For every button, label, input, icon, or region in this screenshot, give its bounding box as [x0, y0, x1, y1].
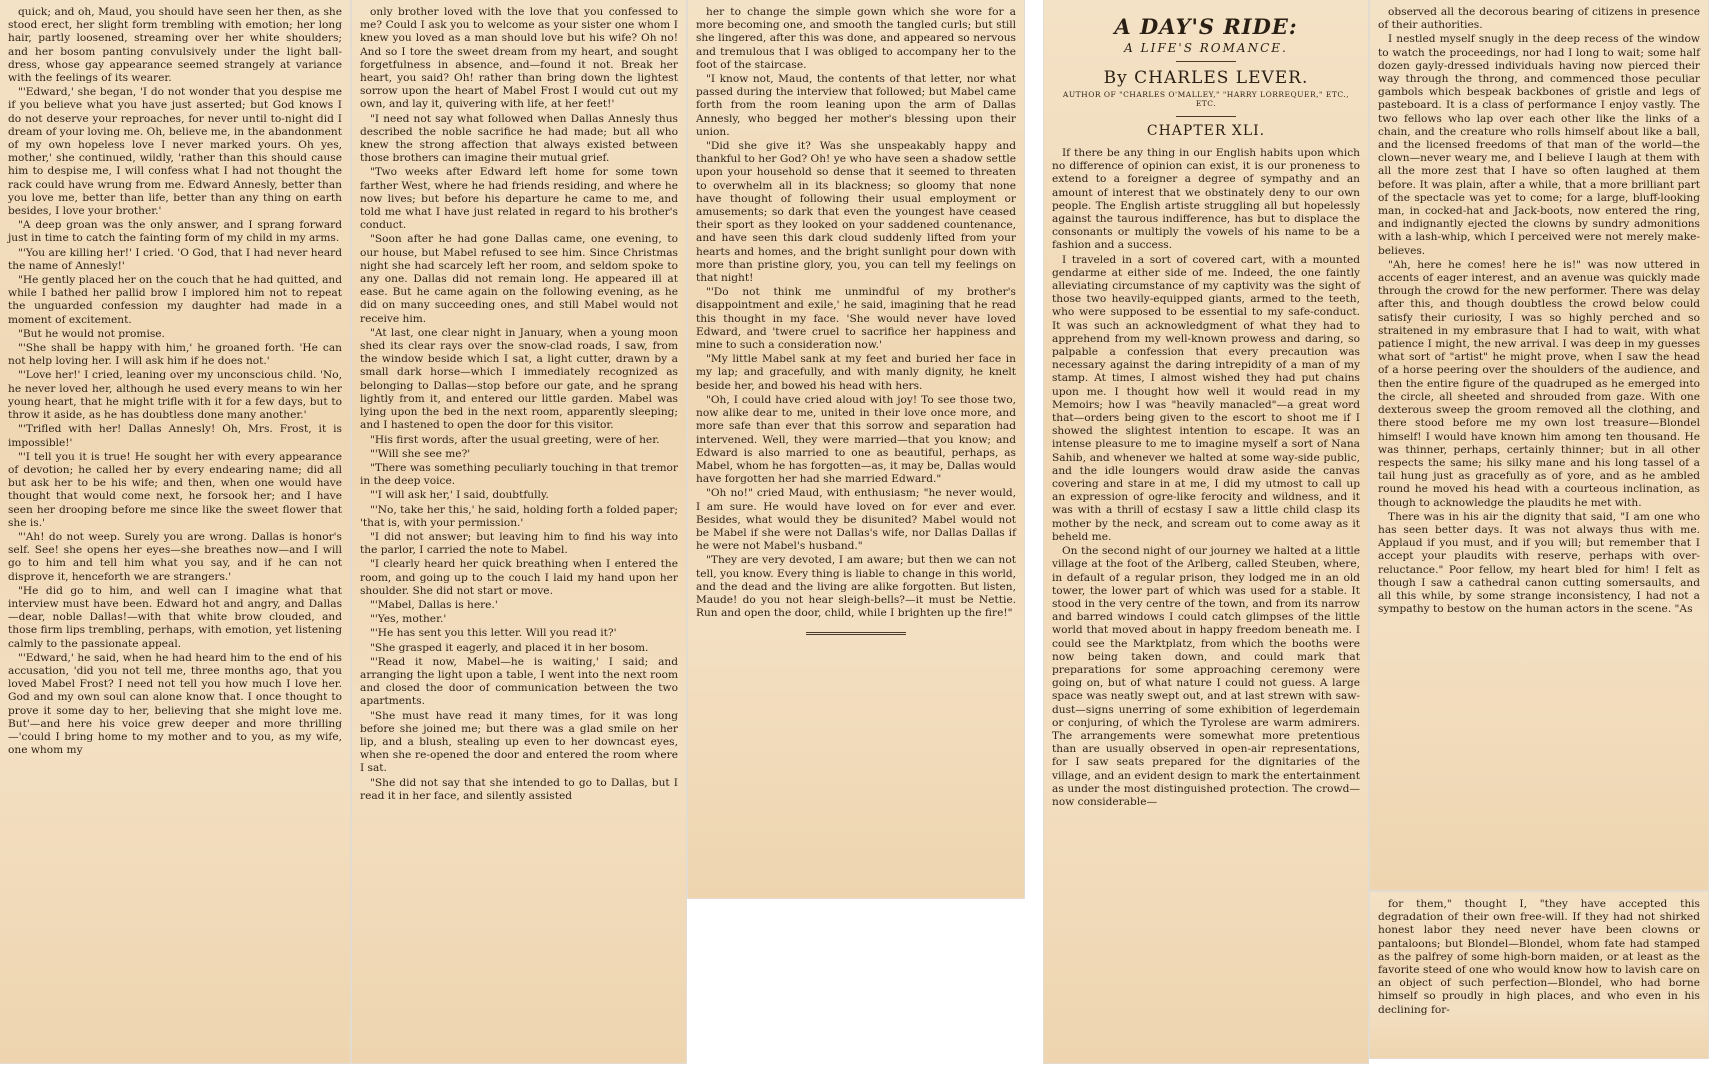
paragraph: "She grasped it eagerly, and placed it in her bosom.	[370, 641, 649, 654]
paragraph: "Soon after he had gone Dallas came, one evening, to our house, but Mabel refused to see him. Since Christmas night she had scarcely left her room, and seldom spoke to any one. Dallas did not remain long. He appeared ill at ease. But he came again on the following evening, as he did on many succeeding ones, and still Mabel would not receive him.	[360, 233, 678, 325]
paragraph: "They are very devoted, I am aware; but then we can not tell, you know. Every thing is liable to change in this world, and the dead and the living are alike forgotten. But listen, Maude! do you not hear sleigh-bells?—it must be Nettie. Run and open the door, child, while I brighten up the fire!"	[696, 554, 1016, 620]
paragraph: "'He has sent you this letter. Will you read it?'	[370, 627, 617, 640]
paragraph: quick; and oh, Maud, you should have seen her then, as she stood erect, her slight form trembling with emotion; her long hair, partly loosened, streaming over her white shoulders; and her bosom panting convulsively under the light ball-dress, whose gay appearance seemed strangely at variance with the feelings of its wearer.	[8, 6, 342, 85]
paragraph: "'No, take her this,' he said, holding forth a folded paper; 'that is, with your permission.'	[360, 503, 678, 529]
paragraph: "There was something peculiarly touching in that tremor in the deep voice.	[360, 461, 678, 488]
paragraph: for them," thought I, "they have accepted this degradation of their own free-will. If they had not shirked honest labor they need never have been clowns or pantaloons; but Blondel—Blondel, whom fate had stamped as the palfrey of some high-born maiden, or at least as the favorite steed of one who would know how to lavish care on an object of such perfection—Blondel, who had borne himself so proudly in high places, and who even in his declining for-	[1378, 898, 1700, 1016]
paragraph: "She did not say that she intended to go to Dallas, but I read it in her face, and silently assisted	[360, 776, 678, 802]
byline-divider	[1176, 116, 1236, 117]
paragraph: "'Will she see me?'	[370, 447, 471, 460]
paragraph: "I need not say what followed when Dallas Annesly thus described the noble sacrifice he had made; but all who knew the strong affection that always existed between those brothers can imagine their mutual grief.	[360, 112, 678, 165]
paragraph: "I clearly heard her quick breathing when I entered the room, and going up to the couch I laid my hand upon her shoulder. She did not start or move.	[360, 558, 678, 597]
paragraph: There was in his air the dignity that said, "I am one who has seen better days. It was not always thus with me. Applaud if you must, and if you will; but remember that I accept your plaudits with reserve, perhaps with over-reluctance." Poor fellow, my heart bled for him! I felt as though I saw a cathedral canon cutting somersaults, and all this while, by some strange inconsistency, I had not a sympathy to bestow on the human actors in the scene. "As	[1378, 510, 1700, 616]
clipping-column-6	[1370, 892, 1708, 1058]
paragraph: "'Edward,' he said, when he had heard him to the end of his accusation, 'did you not tell me, three months ago, that you loved Mabel Frost? I need not tell you how much I love her. God and my own soul can alone know that. I once thought to prove it some day to her, believing that she might love me. But'—and here his voice grew deeper and more thrilling—'could I bring home to my mother and to you, as my wife, one whom my	[8, 651, 342, 757]
article-text-column-1	[1052, 147, 1360, 809]
paragraph: I traveled in a sort of covered cart, with a mounted gendarme at either side of me. Indeed, the one faintly alleviating circumstance of my captivity was the sight of those two heavily-equipped giants, armed to the teeth, who were supposed to be essential to my safe-conduct. It was such an acknowledgment of what they had to apprehend from my well-known prowess and daring, so palpable a confession that every precaution was necessary against the daring intrepidity of a man of my stamp. At times, I almost wished they had put chains upon me. I thought how well it would read in my Memoirs; how I was "heavily manacled"—a great word that—orders being given to the escort to shoot me if I showed the slightest intention to escape. It was an intense pleasure to me to imagine myself a sort of Nana Sahib, and whenever we halted at some way-side public, and the idle loungers would draw aside the canvas covering and stare in at me, I did my utmost to call up an expression of ogre-like ferocity and wildness, and it was with a thrill of ecstasy I saw a little child clasp its mother by the neck, and scream out to come away as it beheld me.	[1052, 253, 1360, 543]
paragraph: "'Edward,' she began, 'I do not wonder that you despise me if you believe what you have just asserted; but God knows I do not deserve your reproaches, for never until to-night did I dream of your loving me. Oh, believe me, in the abandonment of my own hopeless love I never marked yours. Oh yes, mother,' she continued, wildly, 'rather than this should cause him to despise me, I will confess what I had not thought the rack could have wrung from me. Edward Annesly, better than you love me, better than life, better than any thing on earth besides, I love your brother.'	[8, 86, 342, 218]
clipping-column-4	[1044, 0, 1368, 1063]
paragraph: "Oh, I could have cried aloud with joy! To see those two, now alike dear to me, united in their love once more, and more safe than ever that this sorrow and separation had intervened. Well, they were married—that you know; and Edward is also married to one as beautiful, perhaps, as Mabel, whom he has forgotten—as, it may be, Dallas would have forgotten her had she married Edward."	[696, 393, 1016, 486]
article-text-column-2	[1378, 6, 1700, 616]
story-text-column-1	[8, 6, 342, 757]
article-title: A DAY'S RIDE:	[1114, 14, 1298, 39]
article-subtitle: A LIFE'S ROMANCE.	[1124, 41, 1288, 55]
paragraph: I nestled myself snugly in the deep recess of the window to watch the proceedings, nor had I long to wait; some half dozen gayly-dressed individuals having now pierced their way through the throng, and commenced those peculiar gambols which bespeak backbones of gristle and legs of pasteboard. It is a class of performance I enjoy vastly. The two fellows who lap over each other like the links of a chain, and the creature who rolls himself about like a ball, and the licensed freedoms of that man of the world—the clown—never weary me, and I believe I laugh at them with all the more zest that I have so often laughed at them before. It was plain, after a while, that a more brilliant part of the spectacle was yet to come; for a large, bluff-looking man, in cocked-hat and Jack-boots, now entered the ring, and indignantly ejected the clowns by sundry admonitions with a lash-whip, which I perceived were not merely make-believes.	[1378, 33, 1700, 257]
paragraph: "He did go to him, and well can I imagine what that interview must have been. Edward hot and angry, and Dallas—dear, noble Dallas!—with that white brow clouded, and those firm lips trembling, perhaps, with emotion, yet listening calmly to the passionate appeal.	[8, 584, 342, 650]
paragraph: only brother loved with the love that you confessed to me? Could I ask you to welcome as your sister one whom I knew you loved as a man should love but his wife? Oh no! And so I tore the sweet dream from my heart, and sought forgetfulness in absence, and—found it not. Break her heart, you said? Oh! rather than bring down the lightest sorrow upon the heart of Mabel Frost I would cut out my own, and lay it, quivering with life, at her feet!'	[360, 6, 678, 111]
paragraph: "'Mabel, Dallas is here.'	[370, 598, 498, 611]
paragraph: "Did she give it? Was she unspeakably happy and thankful to her God? Oh! ye who have seen a shadow settle upon your household so dense that it seemed to threaten to overwhelm all in its blackness; so gloomy that none have thought of following their usual employment or amusements; so dark that even the youngest have ceased their sport as they looked on your saddened countenance, and have seen this dark cloud suddenly lifted from your hearts and homes, and the bright sunlight pour down with more than pristine glory, you, you can tell my feelings on that night!	[696, 140, 1016, 285]
paragraph: "She must have read it many times, for it was long before she joined me; but there was a glad smile on her lip, and a blush, stealing up even to her downcast eyes, when she re-opened the door and entered the room where I sat.	[360, 709, 678, 775]
chapter-heading: CHAPTER XLI.	[1146, 123, 1266, 139]
paragraph: "But he would not promise.	[18, 327, 165, 340]
paragraph: "Oh no!" cried Maud, with enthusiasm; "he never would, I am sure. He would have loved on for ever and ever. Besides, what would they be disunited? Mabel would not be Mabel if she were not Dallas's wife, nor Dallas Dallas if he were not Mabel's husband."	[696, 487, 1016, 553]
title-divider	[1176, 61, 1236, 62]
paragraph: "At last, one clear night in January, when a young moon shed its clear rays over the snow-clad roads, I saw, from the window beside which I sat, a light cutter, drawn by a small dark horse—which I immediately recognized as belonging to Dallas—stop before our gate, and he sprang lightly from it, and entered our little garden. Mabel was lying upon the bed in the next room, apparently sleeping; and I hastened to open the door for this visitor.	[360, 326, 678, 432]
paragraph: "I did not answer; but leaving him to find his way into the parlor, I carried the note to Mabel.	[360, 530, 678, 557]
paragraph: "A deep groan was the only answer, and I sprang forward just in time to catch the fainting form of my child in my arms.	[8, 219, 342, 245]
clipping-column-3	[688, 0, 1024, 898]
end-of-story-rule	[806, 632, 906, 635]
paragraph: "'Do not think me unmindful of my brother's disappointment and exile,' he said, imagining that he read this thought in my face. 'She would never have loved Edward, and 'twere cruel to sacrifice her happiness and mine to such a consideration now.'	[696, 286, 1016, 352]
paragraph: "My little Mabel sank at my feet and buried her face in my lap; and gracefully, and with manly dignity, he knelt beside her, and bowed his head with hers.	[696, 353, 1016, 392]
paragraph: "'Ah! do not weep. Surely you are wrong. Dallas is honor's self. See! she opens her eyes—she breathes now—and I will go to him and tell him what you say, and if he can not disprove it, henceforth we are strangers.'	[8, 530, 342, 583]
paragraph: "'Trifled with her! Dallas Annesly! Oh, Mrs. Frost, it is impossible!'	[8, 423, 342, 449]
paragraph: "'I will ask her,' I said, doubtfully.	[370, 489, 549, 502]
paragraph: "His first words, after the usual greeting, were of her.	[370, 433, 660, 446]
paragraph: "Ah, here he comes! here he is!" was now uttered in accents of eager interest, and an avenue was quickly made through the crowd for the new performer. There was delay after this, and though doubtless the crowd below could satisfy their curiosity, I was so highly perched and so straitened in my embrasure that I had to wait, with what patience I might, the new arrival. I was deep in my guesses what sort of "artist" he might prove, when I saw the head of a horse peering over the shoulders of the audience, and then the entire figure of the quadruped as he emerged into the circle, all sheeted and shrouded from gaze. With one dexterous sweep the groom removed all the clothing, and there stood before me my own lost treasure—Blondel himself! I would have known him among ten thousand. He was thinner, perhaps, certainly thinner; but in all other respects the same; his silky mane and his long tassel of a tail hung just as gracefully as of yore, and as he ambled round he moved his head with a courteous inclination, as though to acknowledge the plaudits he met with.	[1378, 258, 1700, 509]
author-credits: AUTHOR OF "CHARLES O'MALLEY," "HARRY LORREQUER," ETC., ETC.	[1062, 90, 1350, 108]
paragraph: "I know not, Maud, the contents of that letter, nor what passed during the interview that followed; but Mabel came forth from the room leaning upon the arm of Dallas Annesly, who begged her mother's blessing upon their union.	[696, 73, 1016, 138]
story-text-column-2	[360, 6, 678, 803]
article-text-column-3	[1378, 898, 1700, 1017]
paragraph: "'Love her!' I cried, leaning over my unconscious child. 'No, he never loved her, although he used every means to win her young heart, that he might trifle with it for a few days, but to throw it aside, as he has doubtless done many another.'	[8, 369, 342, 422]
paragraph: "'Yes, mother.'	[370, 613, 447, 626]
paragraph: "Two weeks after Edward left home for some town farther West, where he had friends residing, and where he now lives; but before his departure he came to me, and told me what I have just related in regard to his brother's conduct.	[360, 166, 678, 232]
story-text-column-3	[696, 6, 1016, 620]
paragraph: her to change the simple gown which she wore for a more becoming one, and smooth the tangled curls; but still she lingered, after this was done, and appeared so nervous and tremulous that I was obliged to accompany her to the foot of the staircase.	[696, 6, 1016, 71]
paragraph: "'I tell you it is true! He sought her with every appearance of devotion; he called her by every endearing name; did all but ask her to be his wife; and then, when one would have thought that would come next, he forsook her; and I have seen her drooping before me since like the sweet flower that she is.'	[8, 450, 342, 529]
article-byline: By CHARLES LEVER.	[1103, 68, 1309, 88]
paragraph: "'She shall be happy with him,' he groaned forth. 'He can not help loving her. I will ask him if he does not.'	[8, 342, 342, 368]
paragraph: "'Read it now, Mabel—he is waiting,' I said; and arranging the light upon a table, I went into the next room and closed the door of communication between the two apartments.	[360, 655, 678, 708]
clipping-column-2	[352, 0, 686, 1063]
paragraph: "He gently placed her on the couch that he had quitted, and while I bathed her pallid brow I implored him not to repeat the unguarded confession my daughter had made in a moment of excitement.	[8, 274, 342, 326]
paragraph: On the second night of our journey we halted at a little village at the foot of the Arlberg, called Steuben, where, in default of a regular prison, they lodged me in an old tower, the lower part of which was used for a stable. It stood in the very centre of the town, and from its narrow and barred windows I could catch glimpses of the little world that moved about in happy freedom beneath me. I could see the Marktplatz, from which the booths were now being taken down, and could mark that preparations for some approaching ceremony were going on, but of what nature I could not guess. A large space was neatly swept out, and at last strewn with saw-dust—signs unerring of some exhibition of legerdemain or conjuring, of which the Tyrolese are warm admirers. The arrangements were somewhat more pretentious than are usually observed in open-air representations, for I saw seats prepared for the dignitaries of the village, and an evident design to mark the entertainment as under the most distinguished protection. The crowd—now considerable—	[1052, 545, 1360, 808]
clipping-column-5	[1370, 0, 1708, 890]
paragraph: If there be any thing in our English habits upon which no difference of opinion can exist, it is our proneness to extend to a foreigner a degree of sympathy and an amount of interest that we obstinately deny to our own people. The English artiste struggling all but hopelessly against the taurous indifference, has but to displace the consonants or multiply the vowels of his name to be a fashion and a success.	[1052, 147, 1360, 252]
paragraph: "'You are killing her!' I cried. 'O God, that I had never heard the name of Annesly!'	[8, 246, 342, 272]
paragraph: observed all the decorous bearing of citizens in presence of their authorities.	[1378, 6, 1700, 32]
clipping-column-1	[0, 0, 350, 1063]
